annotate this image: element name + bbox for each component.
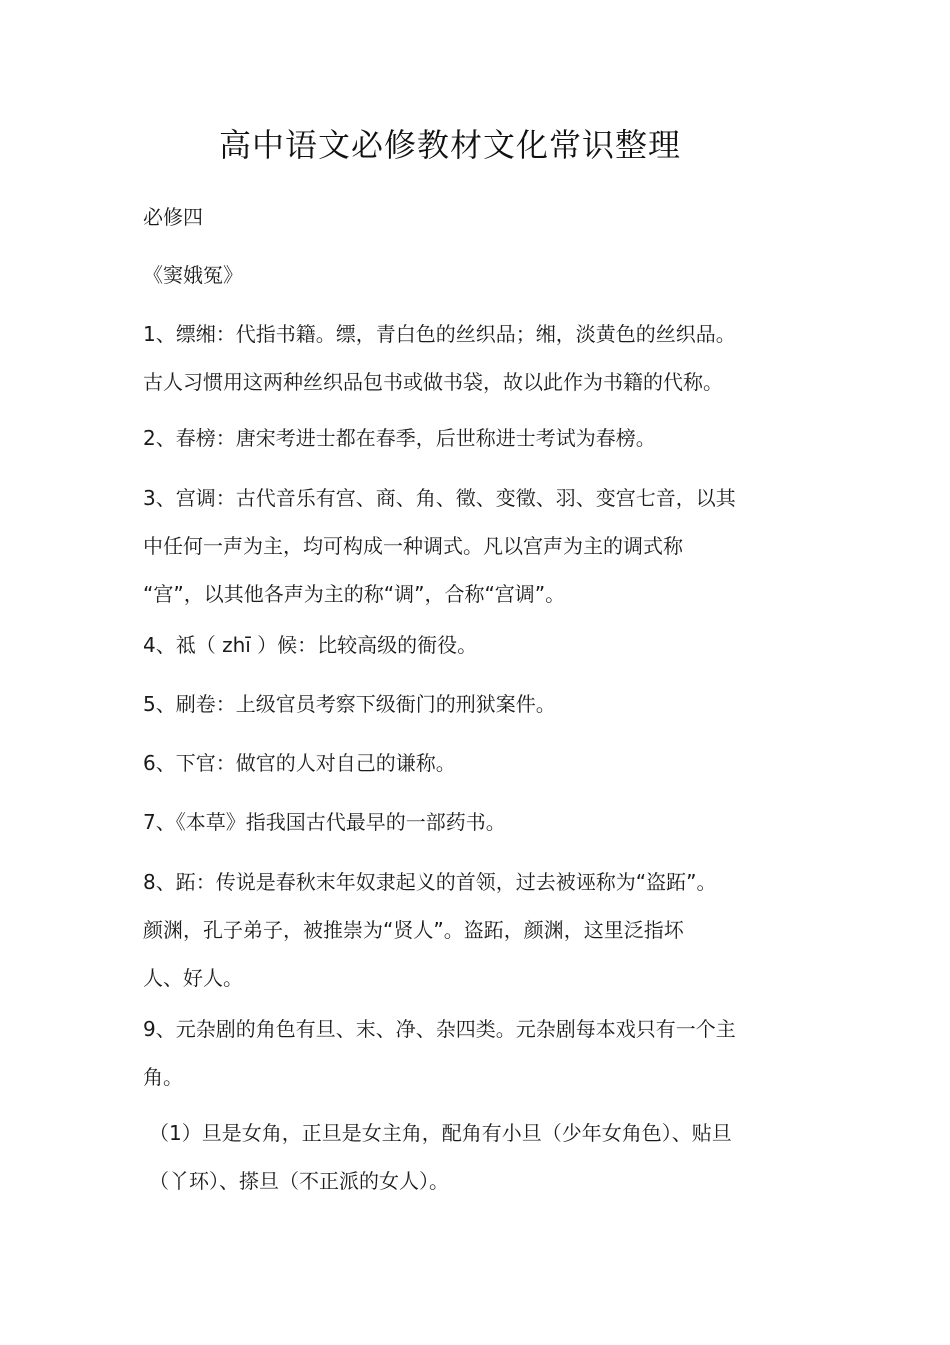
entry-line: “宫”，以其他各声为主的称“调”，合称“宫调”。 bbox=[143, 582, 566, 606]
entry-line: 3、宫调：古代音乐有宫、商、角、徵、变徵、羽、变宫七音，以其 bbox=[143, 486, 736, 510]
entry-line: 8、跖：传说是春秋末年奴隶起义的首领，过去被诬称为“盗跖”。 bbox=[143, 870, 717, 894]
work-title-block bbox=[143, 251, 783, 299]
entry-line: 颜渊，孔子弟子，被推崇为“贤人”。盗跖，颜渊，这里泛指坏 bbox=[143, 918, 684, 942]
entry-4 bbox=[143, 621, 783, 669]
entry-2 bbox=[143, 414, 783, 462]
entry-line: 2、春榜：唐宋考进士都在春季，后世称进士考试为春榜。 bbox=[143, 426, 656, 450]
entry-line: 中任何一声为主，均可构成一种调式。凡以宫声为主的调式称 bbox=[143, 534, 683, 558]
entry-line: （丫环）、搽旦（不正派的女人）。 bbox=[149, 1169, 449, 1193]
document-title: 高中语文必修教材文化常识整理 bbox=[218, 126, 681, 164]
work-title: 《窦娥冤》 bbox=[143, 263, 243, 287]
entry-1 bbox=[143, 310, 783, 406]
section-heading bbox=[143, 193, 783, 241]
entry-9-subitem-1 bbox=[143, 1109, 789, 1205]
section-label: 必修四 bbox=[143, 205, 203, 229]
entry-3 bbox=[143, 474, 783, 618]
entry-line: 7、《本草》指我国古代最早的一部药书。 bbox=[143, 810, 506, 834]
entry-line: （1）旦是女角，正旦是女主角，配角有小旦（少年女角色）、贴旦 bbox=[149, 1121, 732, 1145]
entry-8 bbox=[143, 858, 783, 1002]
entry-line: 人、好人。 bbox=[143, 966, 243, 990]
entry-line: 角。 bbox=[143, 1065, 183, 1089]
entry-line: 9、元杂剧的角色有旦、末、净、杂四类。元杂剧每本戏只有一个主 bbox=[143, 1017, 736, 1041]
entry-5 bbox=[143, 680, 783, 728]
entry-line: 4、祗（ zhī ）候：比较高级的衙役。 bbox=[143, 633, 478, 657]
entry-line: 古人习惯用这两种丝织品包书或做书袋，故以此作为书籍的代称。 bbox=[143, 370, 723, 394]
entry-line: 1、缥缃：代指书籍。缥，青白色的丝织品；缃，淡黄色的丝织品。 bbox=[143, 322, 736, 346]
entry-6 bbox=[143, 739, 783, 787]
entry-9 bbox=[143, 1005, 783, 1101]
entry-line: 6、下官：做官的人对自己的谦称。 bbox=[143, 751, 456, 775]
entry-line: 5、刷卷：上级官员考察下级衙门的刑狱案件。 bbox=[143, 692, 556, 716]
entry-7 bbox=[143, 798, 783, 846]
